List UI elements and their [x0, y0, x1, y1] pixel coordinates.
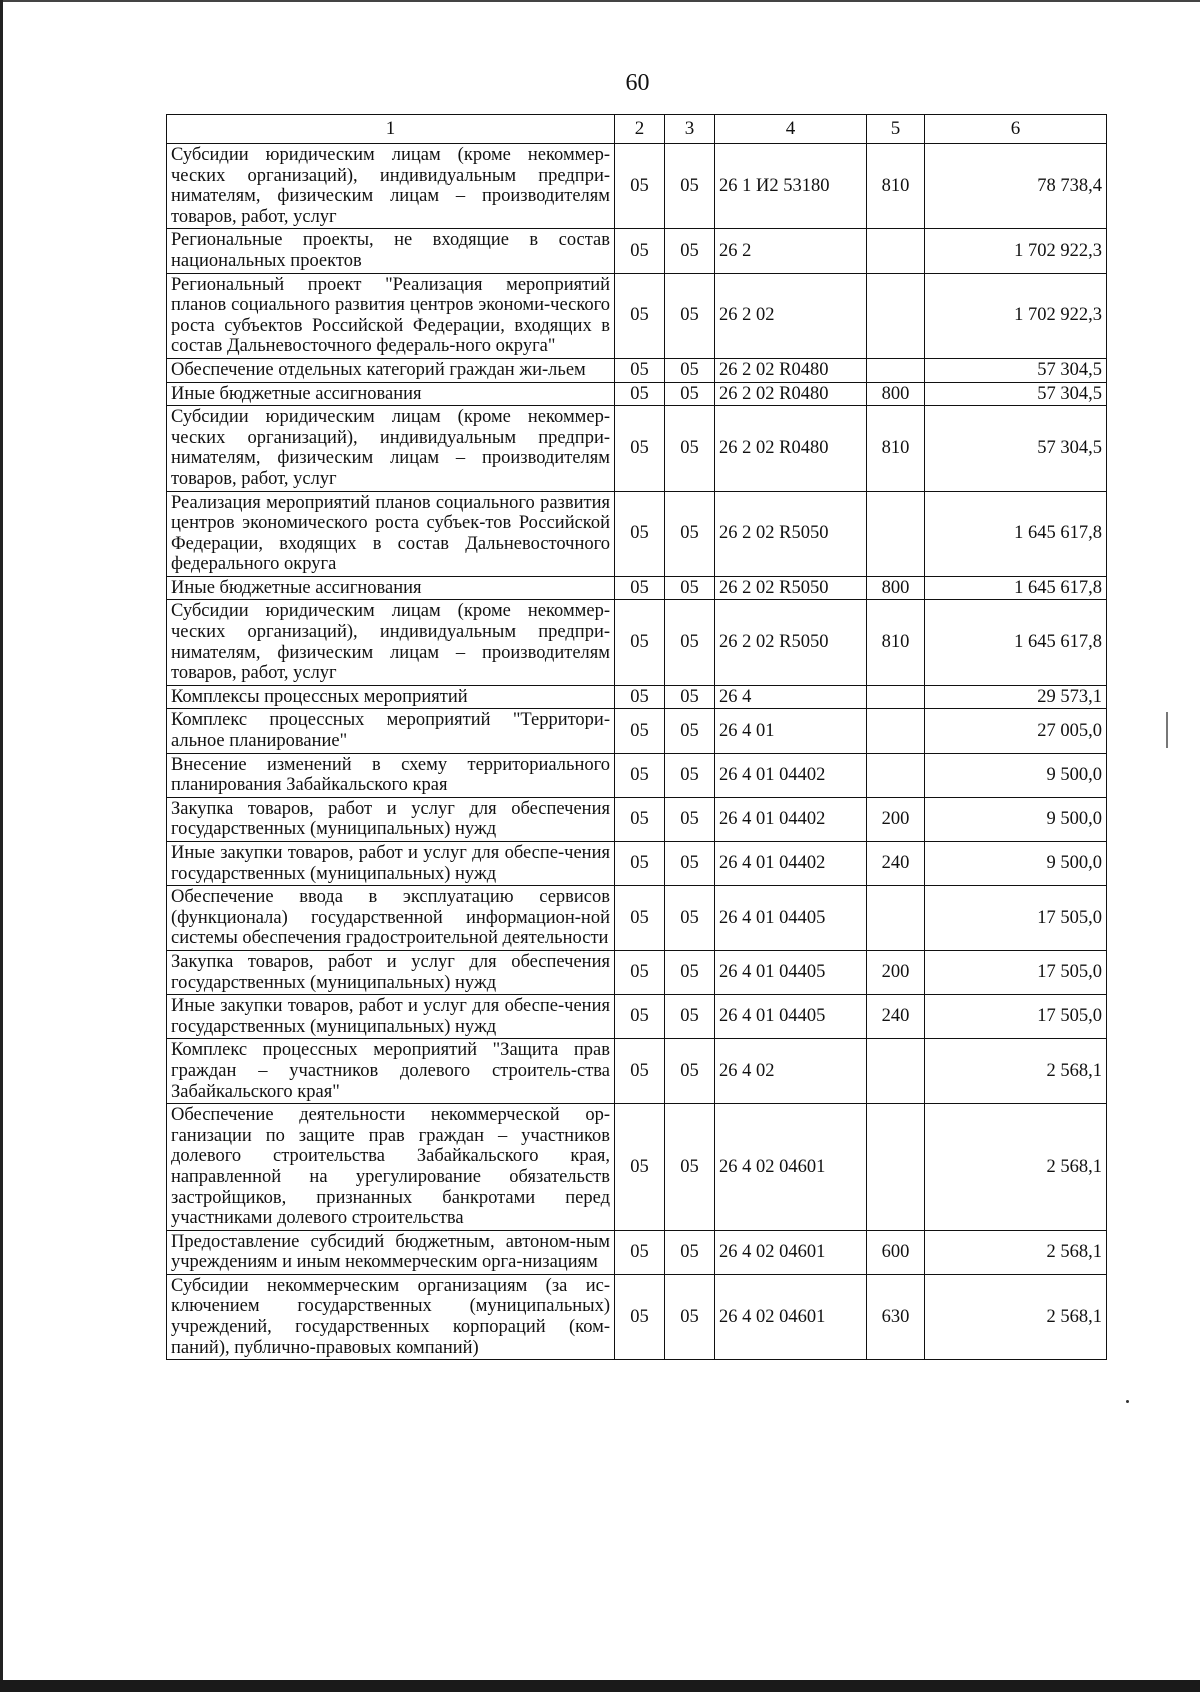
row-subsection: 05 — [665, 797, 715, 841]
row-section: 05 — [615, 144, 665, 229]
row-target-code: 26 2 02 R5050 — [715, 600, 867, 685]
row-description: Региональные проекты, не входящие в состав национальных проектов — [167, 229, 615, 273]
row-target-code: 26 2 — [715, 229, 867, 273]
row-description: Обеспечение ввода в эксплуатацию сервисов (функционала) государственной информацион-ной системы обеспечения градостроительной деятельности — [167, 886, 615, 951]
row-expense-type: 240 — [867, 995, 925, 1039]
row-section: 05 — [615, 576, 665, 600]
row-description: Субсидии юридическим лицам (кроме некоммер-ческих организаций), индивидуальным предпри-нимателям, физическим лицам – производителям товаров, работ, услуг — [167, 406, 615, 491]
row-description: Предоставление субсидий бюджетным, автоном-ным учреждениям и иным некоммерческим орга-низациям — [167, 1230, 615, 1274]
table-row — [167, 995, 1107, 1039]
row-subsection: 05 — [665, 1274, 715, 1359]
row-expense-type — [867, 886, 925, 951]
row-description: Закупка товаров, работ и услуг для обеспечения государственных (муниципальных) нужд — [167, 950, 615, 994]
row-section: 05 — [615, 1230, 665, 1274]
row-description: Иные закупки товаров, работ и услуг для обеспе-чения государственных (муниципальных) нужд — [167, 842, 615, 886]
table-header — [167, 115, 1107, 144]
scan-left-edge — [0, 0, 3, 1692]
row-section: 05 — [615, 753, 665, 797]
row-target-code: 26 4 01 04405 — [715, 995, 867, 1039]
row-subsection: 05 — [665, 600, 715, 685]
table-row — [167, 685, 1107, 709]
row-description: Комплекс процессных мероприятий "Защита прав граждан – участников долевого строитель-ства Забайкальского края" — [167, 1039, 615, 1104]
row-section: 05 — [615, 709, 665, 753]
row-description: Региональный проект "Реализация мероприятий планов социального развития центров экономи-ческого роста субъектов Российской Федерации, входящих в состав Дальневосточного федераль-ного округа" — [167, 273, 615, 358]
row-subsection: 05 — [665, 406, 715, 491]
row-section: 05 — [615, 600, 665, 685]
table-row — [167, 950, 1107, 994]
row-description: Обеспечение деятельности некоммерческой ор-ганизации по защите прав граждан – участников долевого строительства Забайкальского края, направленной на урегулирование обязательств застройщиков, признанных банкротами перед участниками долевого строительства — [167, 1104, 615, 1231]
row-expense-type — [867, 358, 925, 382]
row-expense-type: 200 — [867, 950, 925, 994]
row-amount: 17 505,0 — [925, 995, 1107, 1039]
row-section: 05 — [615, 358, 665, 382]
row-subsection: 05 — [665, 842, 715, 886]
row-expense-type: 600 — [867, 1230, 925, 1274]
row-amount: 29 573,1 — [925, 685, 1107, 709]
row-target-code: 26 4 — [715, 685, 867, 709]
row-description: Обеспечение отдельных категорий граждан жи-льем — [167, 358, 615, 382]
table-row — [167, 1104, 1107, 1231]
table-row — [167, 273, 1107, 358]
row-description: Иные бюджетные ассигнования — [167, 382, 615, 406]
row-subsection: 05 — [665, 1039, 715, 1104]
row-subsection: 05 — [665, 144, 715, 229]
row-target-code: 26 2 02 R5050 — [715, 576, 867, 600]
row-expense-type — [867, 685, 925, 709]
column-header-1: 1 — [167, 115, 615, 144]
row-description: Иные закупки товаров, работ и услуг для обеспе-чения государственных (муниципальных) нужд — [167, 995, 615, 1039]
row-target-code: 26 2 02 R0480 — [715, 382, 867, 406]
table-body — [167, 144, 1107, 1360]
row-expense-type: 630 — [867, 1274, 925, 1359]
row-amount: 9 500,0 — [925, 842, 1107, 886]
row-expense-type — [867, 491, 925, 576]
row-expense-type: 810 — [867, 600, 925, 685]
row-amount: 17 505,0 — [925, 886, 1107, 951]
column-header-4: 4 — [715, 115, 867, 144]
row-amount: 27 005,0 — [925, 709, 1107, 753]
table-row — [167, 144, 1107, 229]
table-row — [167, 382, 1107, 406]
row-section: 05 — [615, 1274, 665, 1359]
row-expense-type — [867, 1039, 925, 1104]
row-amount: 9 500,0 — [925, 797, 1107, 841]
table-row — [167, 576, 1107, 600]
row-expense-type — [867, 753, 925, 797]
scan-margin-mark — [1166, 712, 1168, 748]
row-amount: 2 568,1 — [925, 1230, 1107, 1274]
row-target-code: 26 4 01 04402 — [715, 842, 867, 886]
row-section: 05 — [615, 1039, 665, 1104]
row-description: Субсидии юридическим лицам (кроме некоммер-ческих организаций), индивидуальным предпри-нимателям, физическим лицам – производителям товаров, работ, услуг — [167, 600, 615, 685]
row-target-code: 26 2 02 — [715, 273, 867, 358]
row-expense-type: 810 — [867, 406, 925, 491]
scan-bottom-edge — [0, 1680, 1200, 1692]
row-section: 05 — [615, 229, 665, 273]
row-amount: 57 304,5 — [925, 382, 1107, 406]
row-amount: 2 568,1 — [925, 1039, 1107, 1104]
column-header-6: 6 — [925, 115, 1107, 144]
row-section: 05 — [615, 842, 665, 886]
page-number: 60 — [625, 70, 650, 96]
row-section: 05 — [615, 797, 665, 841]
row-subsection: 05 — [665, 491, 715, 576]
row-section: 05 — [615, 273, 665, 358]
row-description: Реализация мероприятий планов социального развития центров экономического роста субъек-тов Российской Федерации, входящих в состав Дальневосточного федерального округа — [167, 491, 615, 576]
table-row — [167, 753, 1107, 797]
row-expense-type — [867, 273, 925, 358]
table-row — [167, 797, 1107, 841]
row-amount: 78 738,4 — [925, 144, 1107, 229]
row-expense-type — [867, 1104, 925, 1231]
table-row — [167, 358, 1107, 382]
row-amount: 1 702 922,3 — [925, 273, 1107, 358]
row-amount: 1 702 922,3 — [925, 229, 1107, 273]
row-subsection: 05 — [665, 753, 715, 797]
row-amount: 1 645 617,8 — [925, 600, 1107, 685]
row-target-code: 26 4 02 — [715, 1039, 867, 1104]
row-subsection: 05 — [665, 358, 715, 382]
table-row — [167, 709, 1107, 753]
row-section: 05 — [615, 995, 665, 1039]
row-subsection: 05 — [665, 995, 715, 1039]
row-amount: 1 645 617,8 — [925, 491, 1107, 576]
table-row — [167, 406, 1107, 491]
column-header-2: 2 — [615, 115, 665, 144]
row-expense-type: 800 — [867, 576, 925, 600]
row-subsection: 05 — [665, 950, 715, 994]
row-section: 05 — [615, 406, 665, 491]
row-target-code: 26 2 02 R0480 — [715, 406, 867, 491]
row-subsection: 05 — [665, 382, 715, 406]
budget-table — [166, 114, 1107, 1360]
table-row — [167, 842, 1107, 886]
row-description: Субсидии юридическим лицам (кроме некоммер-ческих организаций), индивидуальным предпри-нимателям, физическим лицам – производителям товаров, работ, услуг — [167, 144, 615, 229]
column-header-5: 5 — [867, 115, 925, 144]
scan-margin-dot — [1126, 1400, 1129, 1403]
table-row — [167, 491, 1107, 576]
row-section: 05 — [615, 491, 665, 576]
row-expense-type — [867, 709, 925, 753]
row-amount: 2 568,1 — [925, 1104, 1107, 1231]
row-expense-type: 240 — [867, 842, 925, 886]
row-subsection: 05 — [665, 1230, 715, 1274]
table-row — [167, 229, 1107, 273]
row-target-code: 26 2 02 R5050 — [715, 491, 867, 576]
row-target-code: 26 2 02 R0480 — [715, 358, 867, 382]
table-row — [167, 886, 1107, 951]
row-subsection: 05 — [665, 886, 715, 951]
row-description: Субсидии некоммерческим организациям (за ис-ключением государственных (муниципальных) учреждений, государственных корпораций (ком-паний), публично-правовых компаний) — [167, 1274, 615, 1359]
row-expense-type: 810 — [867, 144, 925, 229]
row-description: Иные бюджетные ассигнования — [167, 576, 615, 600]
row-amount: 1 645 617,8 — [925, 576, 1107, 600]
row-target-code: 26 4 02 04601 — [715, 1274, 867, 1359]
table-row — [167, 1274, 1107, 1359]
row-target-code: 26 4 01 04405 — [715, 886, 867, 951]
row-subsection: 05 — [665, 709, 715, 753]
row-description: Закупка товаров, работ и услуг для обеспечения государственных (муниципальных) нужд — [167, 797, 615, 841]
row-subsection: 05 — [665, 229, 715, 273]
row-amount: 9 500,0 — [925, 753, 1107, 797]
row-subsection: 05 — [665, 1104, 715, 1231]
header-row — [167, 115, 1107, 144]
row-section: 05 — [615, 382, 665, 406]
row-subsection: 05 — [665, 576, 715, 600]
row-target-code: 26 4 01 04402 — [715, 797, 867, 841]
table-row — [167, 1230, 1107, 1274]
table-row — [167, 1039, 1107, 1104]
row-target-code: 26 4 01 — [715, 709, 867, 753]
row-amount: 17 505,0 — [925, 950, 1107, 994]
table-row — [167, 600, 1107, 685]
row-target-code: 26 4 02 04601 — [715, 1104, 867, 1231]
row-amount: 57 304,5 — [925, 358, 1107, 382]
row-target-code: 26 1 И2 53180 — [715, 144, 867, 229]
row-section: 05 — [615, 886, 665, 951]
row-description: Комплексы процессных мероприятий — [167, 685, 615, 709]
row-target-code: 26 4 01 04405 — [715, 950, 867, 994]
row-amount: 57 304,5 — [925, 406, 1107, 491]
row-section: 05 — [615, 685, 665, 709]
row-description: Комплекс процессных мероприятий "Территори-альное планирование" — [167, 709, 615, 753]
column-header-3: 3 — [665, 115, 715, 144]
row-target-code: 26 4 02 04601 — [715, 1230, 867, 1274]
row-section: 05 — [615, 950, 665, 994]
scan-top-edge — [0, 0, 1200, 2]
row-subsection: 05 — [665, 685, 715, 709]
row-amount: 2 568,1 — [925, 1274, 1107, 1359]
row-expense-type: 200 — [867, 797, 925, 841]
row-description: Внесение изменений в схему территориального планирования Забайкальского края — [167, 753, 615, 797]
row-subsection: 05 — [665, 273, 715, 358]
row-expense-type — [867, 229, 925, 273]
row-section: 05 — [615, 1104, 665, 1231]
row-target-code: 26 4 01 04402 — [715, 753, 867, 797]
row-expense-type: 800 — [867, 382, 925, 406]
